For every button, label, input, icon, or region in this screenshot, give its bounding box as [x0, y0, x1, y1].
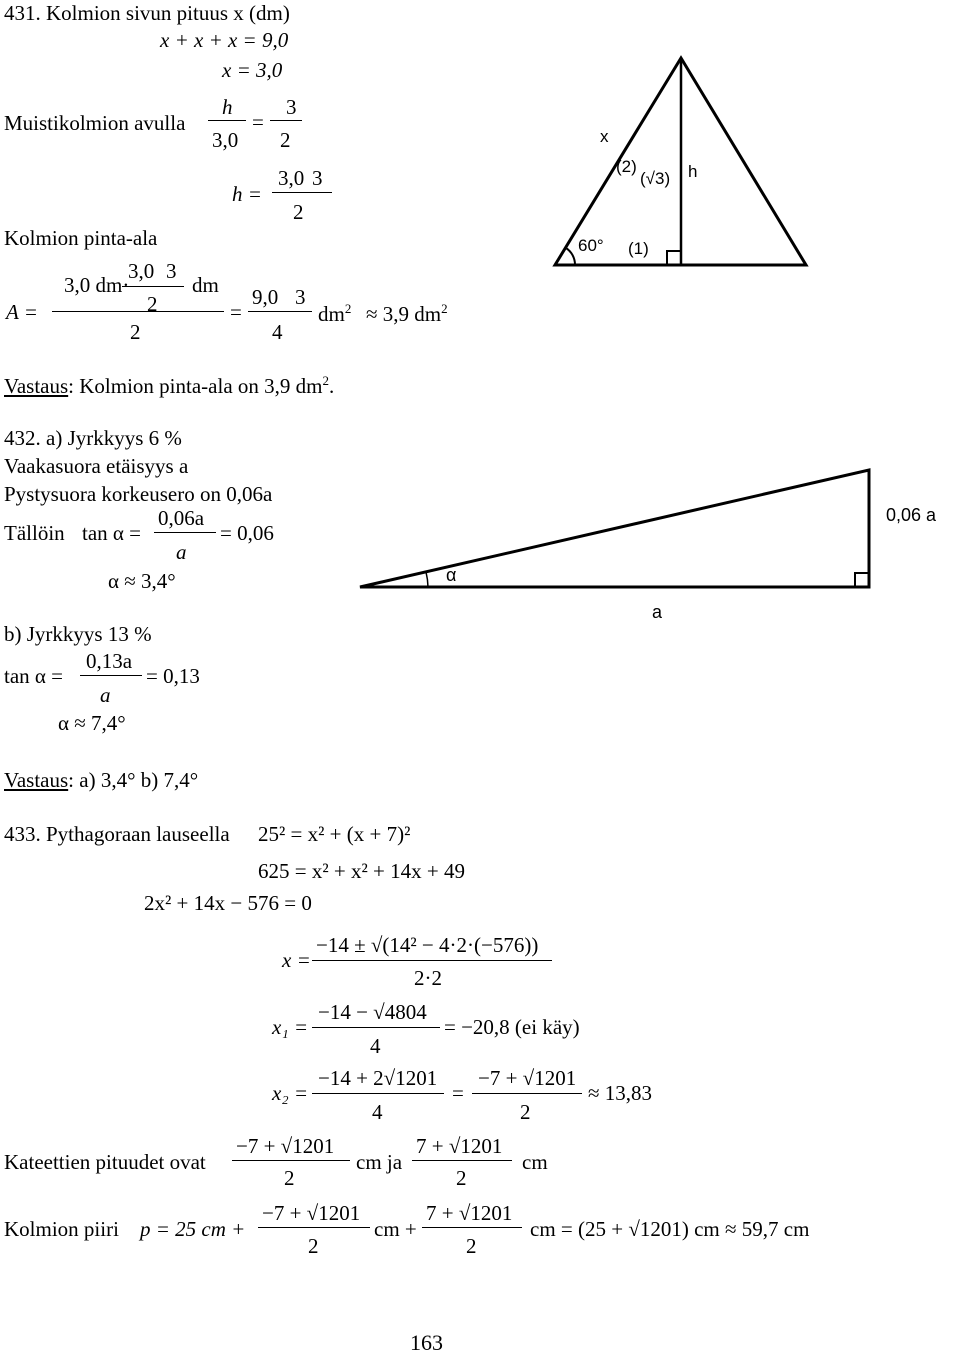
p432-res-a: = 0,06 [220, 521, 274, 545]
equals-sign: = [252, 110, 264, 134]
fig432-label-base: a [652, 602, 663, 622]
fraction-bar [312, 1093, 444, 1094]
p433-x2-den: 4 [372, 1100, 383, 1124]
p433-x1-num: −14 − √4804 [318, 1000, 427, 1024]
p433-legs-d1: 2 [284, 1166, 295, 1190]
fraction-bar [258, 1227, 370, 1228]
p432-line1: Vaakasuora etäisyys a [4, 454, 189, 478]
fraction-bar [422, 1227, 522, 1228]
p431-A-mid-sqrt: 3 [295, 285, 306, 309]
p433-x1-den: 4 [370, 1034, 381, 1058]
p432-tan-lhs-a: tan α = [82, 521, 142, 545]
p432-answer: Vastaus: a) 3,4° b) 7,4° [4, 768, 199, 792]
p431-h-num: 3,0 [278, 166, 305, 190]
p432-alpha-a: α ≈ 3,4° [108, 569, 176, 593]
p433-quad-num: −14 ± √(14² − 4·2·(−576)) [316, 933, 539, 957]
p432-frac-a-num: 0,06a [158, 506, 205, 530]
p431-frac-den: 3,0 [212, 128, 239, 152]
fig431-label-2: (2) [616, 157, 637, 176]
fraction-bar [312, 1027, 440, 1028]
p433-eq3: 2x² + 14x − 576 = 0 [144, 891, 312, 915]
fraction-bar [412, 1160, 512, 1161]
p431-eq1: x + x + x = 9,0 [160, 28, 289, 52]
problem-432-title: 432. a) Jyrkkyys 6 % [4, 426, 182, 450]
p432-res-b: = 0,13 [146, 664, 200, 688]
p431-A-num-left: 3,0 dm· [64, 273, 130, 297]
p433-x-lhs: x = [282, 948, 311, 972]
fraction-bar [232, 1160, 350, 1161]
page-number: 163 [410, 1330, 443, 1355]
p433-x1-lhs: x₁ = [272, 1015, 309, 1039]
p431-A-mid-den: 4 [272, 320, 283, 344]
p431-h-den: 2 [293, 200, 304, 224]
p431-A-lhs: A = [6, 300, 38, 324]
fig432-label-height: 0,06 a [886, 505, 937, 525]
p433-per-end: cm = (25 + √1201) cm ≈ 59,7 cm [530, 1217, 810, 1241]
p433-legs-d2: 2 [456, 1166, 467, 1190]
p432-frac-b-den: a [100, 683, 111, 707]
p433-per-lhs: p = 25 cm + [140, 1217, 246, 1241]
p433-x2-mid-num: −7 + √1201 [478, 1066, 577, 1090]
equals-sign: = [452, 1081, 464, 1105]
p433-x2-mid-den: 2 [520, 1100, 531, 1124]
fig431-label-x: x [600, 127, 609, 146]
p433-eq1: 25² = x² + (x + 7)² [258, 822, 411, 846]
p431-A-frac-sqrt: 3 [166, 259, 177, 283]
p431-h-lhs: h = [232, 182, 262, 206]
fig431-label-1: (1) [628, 239, 649, 258]
p433-eq2: 625 = x² + x² + 14x + 49 [258, 859, 465, 883]
fig431-label-sqrt3: (√3) [640, 169, 671, 188]
p431-A-mid-num: 9,0 [252, 285, 279, 309]
p431-answer: Vastaus: Kolmion pinta-ala on 3,9 $dm^2$. [4, 373, 335, 398]
p433-x2-lhs: x₂ = [272, 1081, 309, 1105]
problem-433-title: 433. Pythagoraan lauseella [4, 822, 230, 846]
fraction-bar [472, 1093, 582, 1094]
p432-tallion: Tällöin [4, 521, 65, 545]
p431-A-approx: ≈ 3,9 $dm^2$ [366, 301, 448, 326]
p432-frac-a-den: a [176, 540, 187, 564]
p433-x2-res: ≈ 13,83 [588, 1081, 653, 1105]
p431-eq2: x = 3,0 [222, 58, 283, 82]
fraction-bar [312, 960, 552, 961]
p431-A-frac-den: 2 [147, 292, 158, 316]
p433-x2-num: −14 + 2√1201 [318, 1066, 438, 1090]
problem-431-title: 431. Kolmion sivun pituus x (dm) [4, 1, 290, 25]
p431-muisti-label: Muistikolmion avulla [4, 111, 186, 135]
p432-line2: Pystysuora korkeusero on 0,06a [4, 482, 273, 506]
p431-A-num-unit: dm [192, 273, 219, 297]
p431-sqrt-3: 3 [286, 95, 297, 119]
p432-b-title: b) Jyrkkyys 13 % [4, 622, 152, 646]
p433-per-n2: 7 + √1201 [426, 1201, 513, 1225]
p433-per-cm: cm + [374, 1217, 417, 1241]
fig432-label-angle: α [446, 565, 457, 585]
p433-legs-mid: cm ja [356, 1150, 403, 1174]
p431-area-label: Kolmion pinta-ala [4, 226, 158, 250]
p431-two: 2 [280, 128, 291, 152]
p433-per-n1: −7 + √1201 [262, 1201, 361, 1225]
p431-A-unit: $dm^2$ [318, 301, 352, 326]
p433-legs-n2: 7 + √1201 [416, 1134, 503, 1158]
p433-per-d2: 2 [466, 1234, 477, 1258]
p433-quad-den: 2·2 [414, 966, 442, 990]
equals-sign: = [230, 300, 242, 324]
p432-tan-lhs-b: tan α = [4, 664, 64, 688]
p433-x1-res: = −20,8 (ei käy) [444, 1015, 580, 1039]
p433-per-label: Kolmion piiri [4, 1217, 119, 1241]
p431-frac-h: h [222, 95, 233, 119]
p433-per-d1: 2 [308, 1234, 319, 1258]
p431-A-frac-num: 3,0 [128, 259, 155, 283]
p432-alpha-b: α ≈ 7,4° [58, 711, 126, 735]
p431-h-sqrt: 3 [312, 166, 323, 190]
fig431-label-angle: 60° [578, 236, 604, 255]
p433-legs-label: Kateettien pituudet ovat [4, 1150, 206, 1174]
p433-legs-end: cm [522, 1150, 548, 1174]
p431-A-den: 2 [130, 320, 141, 344]
fig431-label-h: h [688, 162, 698, 181]
p433-legs-n1: −7 + √1201 [236, 1134, 335, 1158]
p432-frac-b-num: 0,13a [86, 649, 133, 673]
